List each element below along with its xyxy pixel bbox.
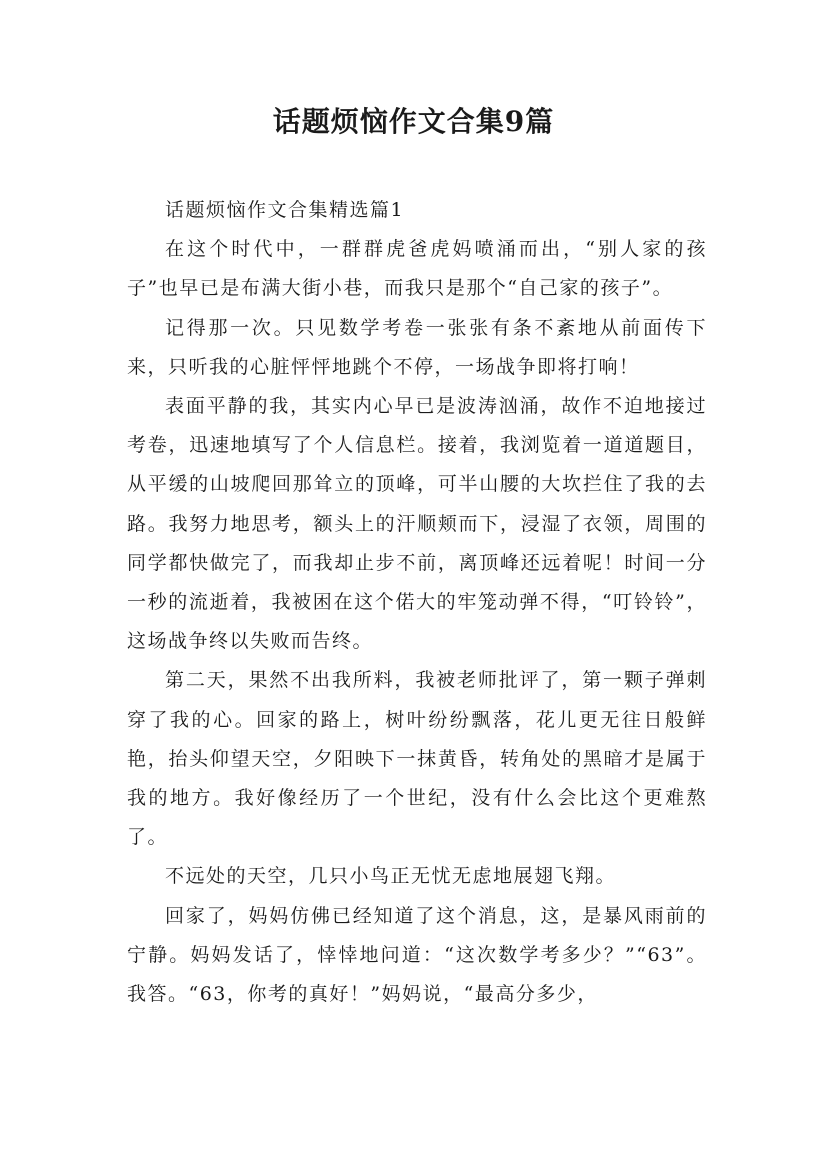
paragraph: 在这个时代中，一群群虎爸虎妈喷涌而出，“别人家的孩子”也早已是布满大街小巷，而我只是那个“自己家的孩子”。 <box>127 238 707 300</box>
paragraph: 表面平静的我，其实内心早已是波涛汹涌，故作不迫地接过考卷，迅速地填写了个人信息栏。接着，我浏览着一道道题目，从平缓的山坡爬回那耸立的顶峰，可半山腰的大坎拦住了我的去路。我努力地思考，额头上的汗顺颊而下，浸湿了衣领，周围的同学都快做完了，而我却止步不前，离顶峰还远着呢！时间一分一秒的流逝着，我被困在这个偌大的牢笼动弹不得，“叮铃铃”，这场战争终以失败而告终。 <box>127 395 707 653</box>
section-heading: 话题烦恼作文合集精选篇1 <box>165 199 405 221</box>
document-body <box>127 191 707 1014</box>
paragraph: 第二天，果然不出我所料，我被老师批评了，第一颗子弹刺穿了我的心。回家的路上，树叶纷纷飘落，花儿更无往日般鲜艳，抬头仰望天空，夕阳映下一抹黄昏，转角处的黑暗才是属于我的地方。我好像经历了一个世纪，没有什么会比这个更难熬了。 <box>127 669 707 849</box>
paragraph: 回家了，妈妈仿佛已经知道了这个消息，这，是暴风雨前的宁静。妈妈发话了，悻悻地问道：“这次数学考多少？”“63”。我答。“63，你考的真好！”妈妈说，“最高分多少， <box>127 904 707 1006</box>
paragraph: 不远处的天空，几只小鸟正无忧无虑地展翅飞翔。 <box>165 865 617 888</box>
paragraph: 记得那一次。只见数学考卷一张张有条不紊地从前面传下来，只听我的心脏怦怦地跳个不停，一场战争即将打响！ <box>127 316 707 378</box>
document-title: 话题烦恼作文合集9篇 <box>272 105 555 138</box>
